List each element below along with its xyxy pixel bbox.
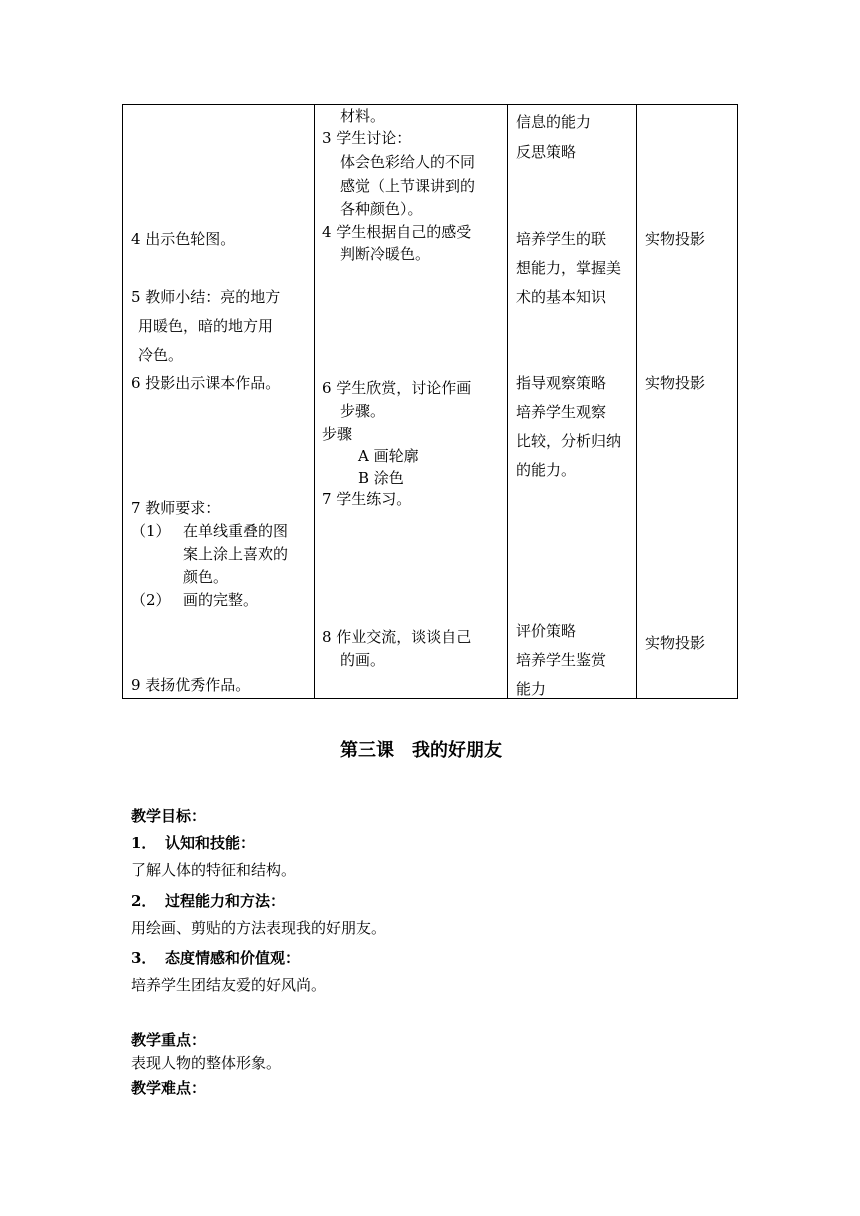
media-projector-2: 实物投影 <box>645 374 706 392</box>
teacher-req-2-num: （2） <box>131 591 171 609</box>
focus-heading: 教学重点： <box>131 1031 207 1049</box>
focus-text: 表现人物的整体形象。 <box>131 1054 282 1072</box>
student-step-a: A 画轮廓 <box>358 447 419 465</box>
student-step-8-line2: 的画。 <box>340 651 386 669</box>
goal-3-text: 培养学生团结友爱的好风尚。 <box>131 976 327 994</box>
strategy-observe-1: 培养学生观察 <box>516 403 607 421</box>
goals-heading: 教学目标： <box>131 807 207 825</box>
strategy-evaluate-1: 培养学生鉴赏 <box>516 651 607 669</box>
teacher-req-1-num: （1） <box>131 522 171 540</box>
student-steps-heading: 步骤 <box>322 425 353 443</box>
strategy-observe-2: 比较，分析归纳 <box>516 432 622 450</box>
column-divider-3 <box>636 104 637 699</box>
strategy-evaluate-heading: 评价策略 <box>516 622 577 640</box>
media-projector-3: 实物投影 <box>645 634 706 652</box>
goal-1-number: 1． <box>131 834 157 852</box>
student-step-8: 8 作业交流，谈谈自己 <box>322 628 472 646</box>
difficulty-heading: 教学难点： <box>131 1079 207 1097</box>
student-step-4: 4 学生根据自己的感受 <box>322 223 472 241</box>
student-step-3-line3: 感觉（上节课讲到的 <box>340 177 476 195</box>
teacher-req-1-line2: 案上涂上喜欢的 <box>183 545 289 563</box>
strategy-evaluate-2: 能力 <box>516 680 547 698</box>
teacher-req-1-line1: 在单线重叠的图 <box>183 522 289 540</box>
teacher-step-7: 7 教师要求： <box>131 499 221 517</box>
teacher-req-2-text: 画的完整。 <box>183 591 259 609</box>
goal-1-title: 认知和技能： <box>165 834 256 852</box>
teacher-step-5: 5 教师小结：亮的地方 <box>131 288 281 306</box>
goal-2-text: 用绘画、剪贴的方法表现我的好朋友。 <box>131 919 387 937</box>
goal-2-number: 2． <box>131 892 157 910</box>
student-line-materials: 材料。 <box>340 107 386 125</box>
table-top-border <box>122 104 738 105</box>
strategy-reflection: 反思策略 <box>516 143 577 161</box>
strategy-info-ability: 信息的能力 <box>516 113 592 131</box>
lesson-title: 第三课 我的好朋友 <box>340 740 502 761</box>
student-step-3: 3 学生讨论： <box>322 129 412 147</box>
student-step-b: B 涂色 <box>358 469 404 487</box>
teacher-step-9: 9 表扬优秀作品。 <box>131 676 251 694</box>
student-step-4-line2: 判断冷暖色。 <box>340 245 431 263</box>
teacher-step-5-line2: 用暖色，暗的地方用 <box>138 317 274 335</box>
student-step-7: 7 学生练习。 <box>322 490 412 508</box>
teacher-step-4: 4 出示色轮图。 <box>131 230 236 248</box>
teacher-step-6: 6 投影出示课本作品。 <box>131 374 281 392</box>
goal-2-title: 过程能力和方法： <box>165 892 286 910</box>
goal-3-number: 3． <box>131 949 157 967</box>
student-step-6-line2: 步骤。 <box>340 402 386 420</box>
teacher-step-5-line3: 冷色。 <box>138 346 184 364</box>
table-left-border <box>122 104 123 699</box>
strategy-observe-heading: 指导观察策略 <box>516 374 607 392</box>
student-step-6: 6 学生欣赏，讨论作画 <box>322 379 472 397</box>
column-divider-2 <box>507 104 508 699</box>
strategy-association-1: 培养学生的联 <box>516 230 607 248</box>
strategy-association-3: 术的基本知识 <box>516 288 607 306</box>
goal-1-text: 了解人体的特征和结构。 <box>131 861 297 879</box>
strategy-observe-3: 的能力。 <box>516 461 577 479</box>
student-step-3-line2: 体会色彩给人的不同 <box>340 153 476 171</box>
goal-3-title: 态度情感和价值观： <box>165 949 301 967</box>
media-projector-1: 实物投影 <box>645 230 706 248</box>
teacher-req-1-line3: 颜色。 <box>183 568 229 586</box>
column-divider-1 <box>314 104 315 699</box>
table-bottom-border <box>122 698 738 699</box>
table-right-border <box>737 104 738 699</box>
student-step-3-line4: 各种颜色）。 <box>340 200 423 218</box>
strategy-association-2: 想能力，掌握美 <box>516 259 622 277</box>
